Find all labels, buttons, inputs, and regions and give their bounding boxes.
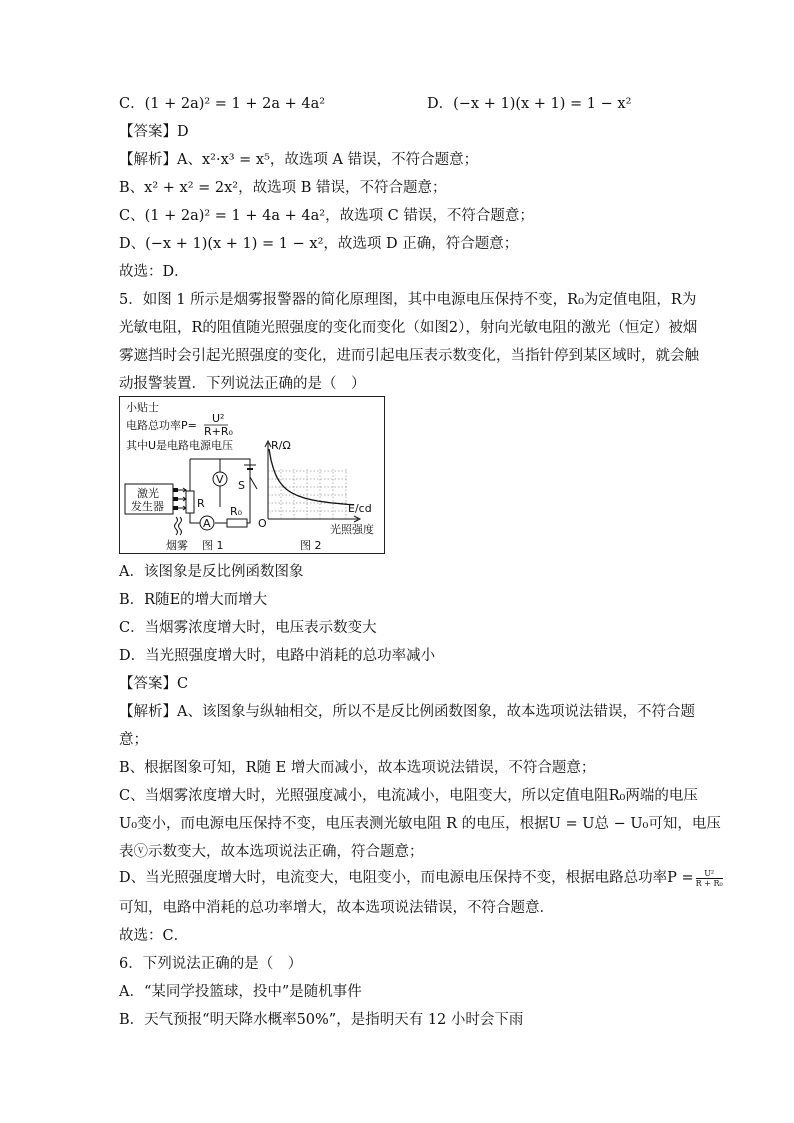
laser-beams bbox=[178, 490, 186, 508]
q4-analysis-d: D、(−x + 1)(x + 1) = 1 − x²，故选项 D 正确，符合题意； bbox=[119, 236, 519, 252]
q4-answer: 【答案】D bbox=[119, 124, 189, 140]
q5-choice: 故选：C． bbox=[119, 928, 189, 944]
q5-analysis-b: B、根据图象可知，R随 E 增大而减小，故本选项说法错误，不符合题意； bbox=[119, 760, 596, 776]
q5-option-d: D．当光照强度增大时，电路中消耗的总功率减小 bbox=[119, 648, 436, 664]
q4-option-c: C．(1 + 2a)² = 1 + 2a + 4a² bbox=[119, 96, 326, 112]
fig1-caption: 图 1 bbox=[202, 539, 224, 552]
q5-stem-line-2: 光敏电阻，R的阻值随光照强度的变化而变化（如图2），射向光敏电阻的激光（恒定）被烟 bbox=[119, 320, 698, 336]
resistor-r bbox=[186, 491, 194, 513]
q5-analysis-d-line-1 bbox=[119, 868, 723, 888]
q5-figure bbox=[119, 396, 385, 554]
laser-label-1: 激光 bbox=[137, 487, 159, 500]
q5-option-a: A．该图象是反比例函数图象 bbox=[119, 564, 304, 580]
q5-stem-line-3: 雾遮挡时会引起光照强度的变化，进而引起电压表示数变化，当指针停到某区域时，就会触 bbox=[119, 348, 699, 364]
q4-analysis-c: C、(1 + 2a)² = 1 + 4a + 4a²，故选项 C 错误，不符合题意； bbox=[119, 208, 534, 224]
switch-blade bbox=[250, 477, 257, 489]
q5-option-c: C．当烟雾浓度增大时，电压表示数变大 bbox=[119, 620, 377, 636]
q5-analysis-d-text: D、当光照强度增大时，电流变大，电阻变小，而电源电压保持不变，根据电路总功率P = bbox=[119, 870, 694, 886]
voltmeter-label: V bbox=[216, 473, 224, 486]
graph-curve bbox=[269, 449, 354, 505]
q6-option-b: B．天气预报“明天降水概率50%”，是指明天有 12 小时会下雨 bbox=[119, 1012, 524, 1028]
q5-analysis-a-line-2: 意； bbox=[119, 732, 148, 748]
q6-stem: 6．下列说法正确的是（ ） bbox=[119, 956, 303, 972]
graph-x-axis-label: E/cd bbox=[348, 502, 372, 515]
ammeter-label: A bbox=[203, 517, 211, 530]
switch-label: S bbox=[238, 479, 245, 492]
fig2-caption: 图 2 bbox=[300, 539, 322, 552]
q4-analysis-b: B、x² + x² = 2x²，故选项 B 错误，不符合题意； bbox=[119, 180, 447, 196]
q4-option-d: D．(−x + 1)(x + 1) = 1 − x² bbox=[427, 96, 632, 112]
tip-note: 其中U是电路电源电压 bbox=[126, 439, 234, 452]
q4-choice: 故选：D． bbox=[119, 264, 189, 280]
smoke-icon-2 bbox=[179, 517, 182, 535]
tip-title: 小贴士 bbox=[126, 401, 159, 414]
q5-analysis-d-line-2: 可知，电路中消耗的总功率增大，故本选项说法错误，不符合题意． bbox=[119, 900, 554, 916]
resistor-r-label: R bbox=[197, 497, 205, 510]
q6-option-a: A．“某同学投篮球，投中”是随机事件 bbox=[119, 984, 362, 1000]
q5-analysis-a-line-1: 【解析】A、该图象与纵轴相交，所以不是反比例函数图象，故本选项说法错误，不符合题 bbox=[119, 704, 695, 720]
emitter-head-3 bbox=[173, 506, 178, 510]
q5-figure-drawing bbox=[120, 397, 386, 555]
tip-formula-den: R+R₀ bbox=[204, 425, 233, 438]
smoke-label: 烟雾 bbox=[166, 539, 188, 552]
graph-y-axis-label: R/Ω bbox=[271, 439, 291, 452]
q5-analysis-d-fraction bbox=[696, 869, 723, 888]
q5-answer: 【答案】C bbox=[119, 676, 189, 692]
q5-analysis-c-line-2: U₀变小，而电源电压保持不变，电压表测光敏电阻 R 的电压，根据U = U总 − U₀可知，电压 bbox=[119, 816, 721, 832]
graph-x-axis-name: 光照强度 bbox=[330, 523, 374, 536]
resistor-r0 bbox=[227, 519, 247, 527]
q4-analysis-a: 【解析】A、x²·x³ = x⁵，故选项 A 错误，不符合题意； bbox=[119, 152, 479, 168]
fraction-denominator: R + R₀ bbox=[695, 878, 723, 888]
q5-stem-line-1: 5．如图 1 所示是烟雾报警器的简化原理图，其中电源电压保持不变，R₀为定值电阻，R为 bbox=[119, 292, 697, 308]
emitter-head-1 bbox=[173, 488, 178, 492]
emitter-head-2 bbox=[173, 497, 178, 501]
q5-analysis-c-line-1: C、当烟雾浓度增大时，光照强度减小，电流减小，电阻变大，所以定值电阻R₀两端的电压 bbox=[119, 788, 698, 804]
smoke-icon bbox=[175, 517, 178, 535]
laser-label-2: 发生器 bbox=[131, 500, 164, 513]
graph-origin: O bbox=[258, 517, 267, 530]
q5-option-b: B．R随E的增大而增大 bbox=[119, 592, 268, 608]
q5-analysis-c-line-3: 表ⓥ示数变大，故本选项说法正确，符合题意； bbox=[119, 844, 424, 860]
tip-formula-label: 电路总功率P= bbox=[126, 419, 197, 432]
fraction-numerator: U² bbox=[696, 869, 723, 879]
tip-formula-num: U² bbox=[212, 412, 225, 425]
resistor-r0-label: R₀ bbox=[230, 505, 243, 518]
graph-grid bbox=[268, 469, 348, 519]
q5-stem-line-4: 动报警装置．下列说法正确的是（ ） bbox=[119, 376, 366, 392]
